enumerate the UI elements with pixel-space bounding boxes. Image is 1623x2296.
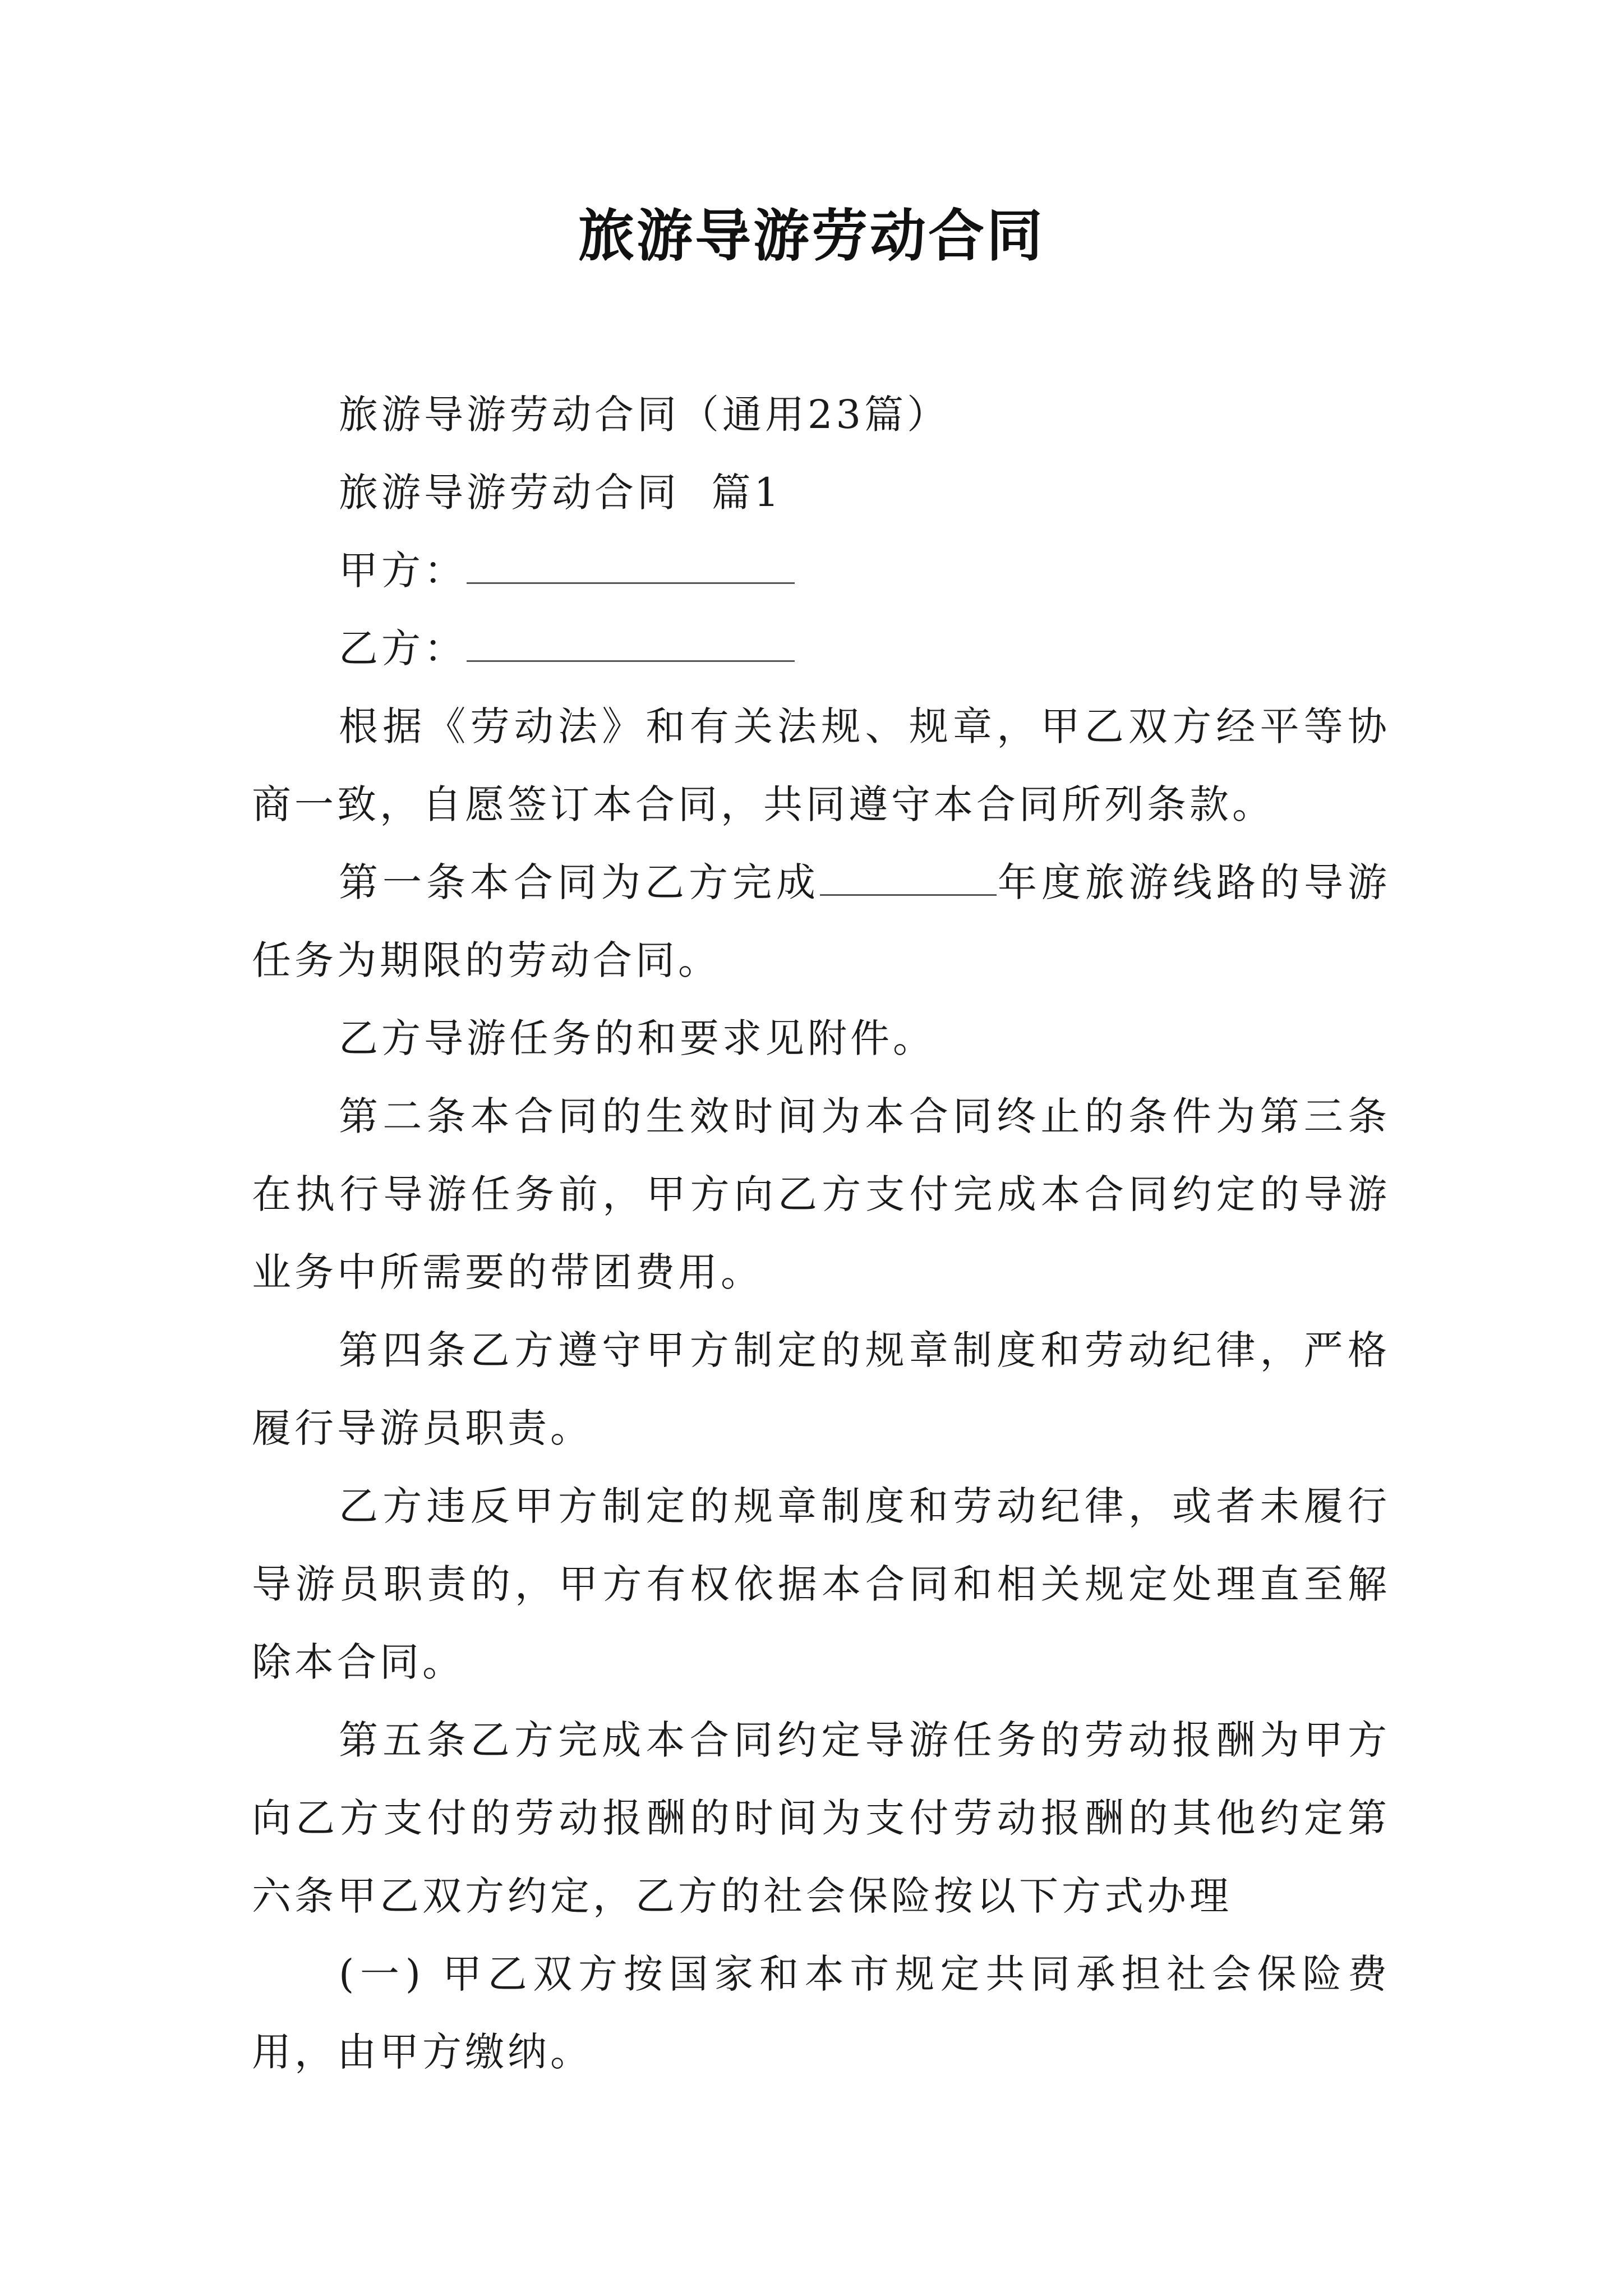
- violation-paragraph: 乙方违反甲方制定的规章制度和劳动纪律，或者未履行导游员职责的，甲方有权依据本合同和相关规定处理直至解除本合同。: [252, 1483, 1390, 1685]
- task-note-paragraph: 乙方导游任务的和要求见附件。: [339, 1015, 935, 1061]
- document-subtitle: 旅游导游劳动合同（通用23篇）: [339, 392, 950, 438]
- article-1-paragraph: [252, 844, 1390, 1000]
- article-1-text-before: 第一条本合同为乙方完成: [339, 859, 820, 905]
- article-5-paragraph: 第五条乙方完成本合同约定导游任务的劳动报酬为甲方向乙方支付的劳动报酬的时间为支付劳动报酬的其他约定第六条甲乙双方约定，乙方的社会保险按以下方式办理: [252, 1717, 1390, 1919]
- party-b-label: 乙方：: [339, 625, 467, 671]
- article-2-paragraph: 第二条本合同的生效时间为本合同终止的条件为第三条在执行导游任务前，甲方向乙方支付完成本合同约定的导游业务中所需要的带团费用。: [252, 1093, 1390, 1295]
- article-4-paragraph: 第四条乙方遵守甲方制定的规章制度和劳动纪律，严格履行导游员职责。: [252, 1327, 1390, 1451]
- party-b-line: [252, 610, 1390, 688]
- document-title: 旅游导游劳动合同: [578, 203, 1045, 269]
- party-a-blank: [467, 543, 795, 584]
- section-heading: 旅游导游劳动合同 篇1: [339, 470, 783, 516]
- party-a-line: [252, 532, 1390, 610]
- preamble-paragraph: 根据《劳动法》和有关法规、规章，甲乙双方经平等协商一致，自愿签订本合同，共同遵守本合同所列条款。: [252, 703, 1390, 827]
- document-body: [252, 376, 1390, 2091]
- party-b-blank: [467, 621, 795, 662]
- insurance-item-1-paragraph: (一) 甲乙双方按国家和本市规定共同承担社会保险费用，由甲方缴纳。: [252, 1951, 1390, 2075]
- party-a-label: 甲方：: [339, 547, 467, 593]
- article-1-text-after: 年度旅游线路的导游任务为期限的劳动合同。: [252, 859, 1390, 983]
- year-blank: [820, 855, 997, 896]
